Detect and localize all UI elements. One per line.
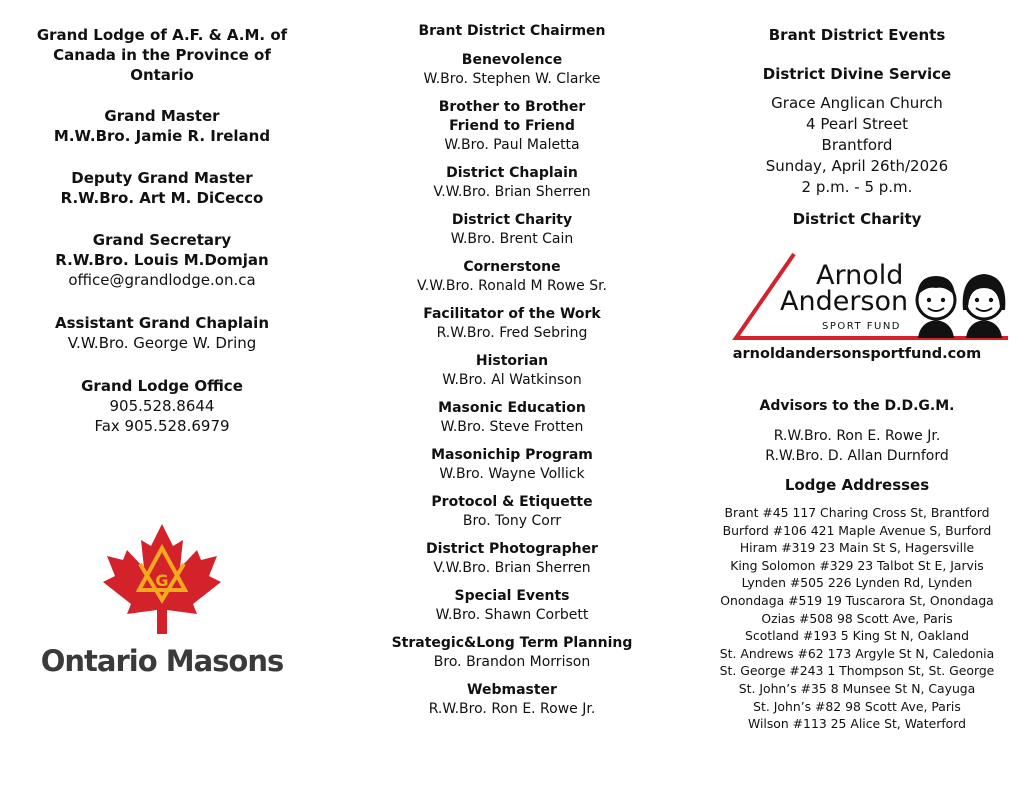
deputy-grand-master-block bbox=[20, 168, 304, 208]
svg-text:Arnold: Arnold bbox=[816, 260, 904, 291]
girl-face-icon bbox=[963, 274, 1006, 338]
chairman-name: Bro. Brandon Morrison bbox=[433, 654, 591, 670]
chairman-entry bbox=[360, 352, 664, 390]
chairman-entry bbox=[360, 587, 664, 625]
chairman-name: V.W.Bro. Ronald M Rowe Sr. bbox=[416, 278, 608, 294]
chairman-role: Brother to Brother bbox=[438, 99, 586, 115]
events-heading: Brant District Events bbox=[768, 26, 946, 44]
lodge-address: Wilson #113 25 Alice St, Waterford bbox=[747, 716, 966, 732]
org-title-line: Canada in the Province of bbox=[53, 46, 271, 64]
grand-secretary-title: Grand Secretary bbox=[92, 231, 232, 249]
arnold-anderson-sport-fund-logo bbox=[732, 252, 1012, 344]
lodge-list bbox=[712, 504, 1002, 733]
chairman-entry bbox=[360, 51, 664, 89]
charity-website: arnoldandersonsportfund.com bbox=[732, 346, 982, 362]
chairman-name: W.Bro. Al Watkinson bbox=[442, 372, 582, 388]
svg-text:SPORT FUND: SPORT FUND bbox=[822, 321, 902, 332]
service-line: 2 p.m. - 5 p.m. bbox=[801, 178, 913, 196]
advisors-title: Advisors to the D.D.G.M. bbox=[759, 398, 955, 414]
grand-lodge-office-block bbox=[20, 376, 304, 436]
lodge-address: Burford #106 421 Maple Avenue S, Burford bbox=[722, 522, 992, 538]
service-line: Sunday, April 26th/2026 bbox=[765, 157, 949, 175]
boy-face-icon bbox=[917, 276, 955, 338]
grand-secretary-name: R.W.Bro. Louis M.Domjan bbox=[55, 251, 269, 269]
chairmen-heading: Brant District Chairmen bbox=[418, 23, 606, 39]
chairman-name: R.W.Bro. Ron E. Rowe Jr. bbox=[428, 701, 596, 717]
lodge-address: Scotland #193 5 King St N, Oakland bbox=[745, 628, 969, 644]
service-line: 4 Pearl Street bbox=[806, 115, 908, 133]
svg-text:G: G bbox=[155, 571, 169, 590]
chairman-entry bbox=[360, 305, 664, 343]
service-line: Grace Anglican Church bbox=[771, 94, 943, 112]
chairman-role: District Chaplain bbox=[446, 165, 578, 181]
chairman-role: Friend to Friend bbox=[449, 118, 575, 134]
service-line: Brantford bbox=[821, 136, 893, 154]
chairman-name: W.Bro. Brent Cain bbox=[450, 231, 574, 247]
advisors-list bbox=[712, 426, 1002, 466]
lodge-addresses-title: Lodge Addresses bbox=[784, 476, 930, 494]
chairman-role: Webmaster bbox=[467, 682, 557, 698]
lodge-address: St. George #243 1 Thompson St, St. George bbox=[719, 663, 995, 679]
lodge-address: Brant #45 117 Charing Cross St, Brantford bbox=[724, 505, 990, 520]
chairman-role: Historian bbox=[475, 353, 549, 369]
chairman-name: V.W.Bro. Brian Sherren bbox=[433, 560, 591, 576]
chairman-name: W.Bro. Steve Frotten bbox=[440, 419, 584, 435]
chairman-entry bbox=[360, 164, 664, 202]
grand-master-title: Grand Master bbox=[104, 107, 220, 125]
advisor-name: R.W.Bro. Ron E. Rowe Jr. bbox=[773, 428, 941, 444]
advisor-name: R.W.Bro. D. Allan Durnford bbox=[765, 448, 949, 464]
chairman-role: Special Events bbox=[454, 588, 570, 604]
chairman-entry bbox=[360, 258, 664, 296]
divine-service-details bbox=[712, 93, 1002, 198]
divine-service-title: District Divine Service bbox=[762, 65, 952, 83]
chairman-entry bbox=[360, 446, 664, 484]
lodge-address: St. John’s #82 98 Scott Ave, Paris bbox=[753, 698, 961, 714]
assistant-chaplain-title: Assistant Grand Chaplain bbox=[55, 314, 269, 332]
org-title-line: Ontario bbox=[130, 66, 194, 84]
chairman-role: Masonichip Program bbox=[431, 447, 593, 463]
chairman-entry bbox=[360, 493, 664, 531]
lodge-address: Onondaga #519 19 Tuscarora St, Onondaga bbox=[720, 592, 994, 608]
chairman-role: Masonic Education bbox=[438, 400, 586, 416]
chairman-entry bbox=[360, 681, 664, 719]
office-fax: Fax 905.528.6979 bbox=[94, 417, 230, 435]
grand-master-name: M.W.Bro. Jamie R. Ireland bbox=[53, 127, 271, 145]
chairman-role: District Charity bbox=[451, 212, 573, 228]
deputy-grand-master-name: R.W.Bro. Art M. DiCecco bbox=[60, 189, 264, 207]
chairman-name: W.Bro. Stephen W. Clarke bbox=[423, 71, 601, 87]
lodge-address: King Solomon #329 23 Talbot St E, Jarvis bbox=[730, 557, 984, 573]
assistant-chaplain-name: V.W.Bro. George W. Dring bbox=[67, 334, 257, 352]
chairman-entry bbox=[360, 540, 664, 578]
deputy-grand-master-title: Deputy Grand Master bbox=[71, 169, 253, 187]
lodge-address: St. Andrews #62 173 Argyle St N, Caledonia bbox=[719, 645, 995, 661]
chairman-role: Strategic&Long Term Planning bbox=[391, 635, 633, 651]
chairman-role: Cornerstone bbox=[463, 259, 561, 275]
chairman-name: Bro. Tony Corr bbox=[462, 513, 562, 529]
assistant-chaplain-block bbox=[20, 313, 304, 353]
grand-master-block bbox=[20, 106, 304, 146]
chairman-name: W.Bro. Paul Maletta bbox=[444, 137, 580, 153]
office-phone: 905.528.8644 bbox=[109, 397, 215, 415]
district-charity-title: District Charity bbox=[792, 210, 922, 228]
lodge-address: Lynden #505 226 Lynden Rd, Lynden bbox=[741, 575, 973, 591]
chairman-role: District Photographer bbox=[426, 541, 598, 557]
lodge-address: St. John’s #35 8 Munsee St N, Cayuga bbox=[738, 680, 976, 696]
lodge-address: Ozias #508 98 Scott Ave, Paris bbox=[761, 610, 953, 626]
chairman-role: Facilitator of the Work bbox=[423, 306, 601, 322]
chairman-entry bbox=[360, 399, 664, 437]
org-title bbox=[20, 25, 304, 85]
chairman-name: W.Bro. Shawn Corbett bbox=[435, 607, 589, 623]
chairman-entry bbox=[360, 98, 664, 155]
grand-secretary-block bbox=[20, 230, 304, 290]
grand-secretary-email: office@grandlodge.on.ca bbox=[68, 271, 256, 289]
ontario-masons-wordmark: Ontario Masons bbox=[40, 644, 284, 678]
chairmen-list bbox=[360, 51, 664, 728]
office-title: Grand Lodge Office bbox=[81, 377, 243, 395]
chairman-name: V.W.Bro. Brian Sherren bbox=[433, 184, 591, 200]
chairman-role: Benevolence bbox=[461, 52, 563, 68]
chairman-entry bbox=[360, 634, 664, 672]
chairman-entry bbox=[360, 211, 664, 249]
org-title-line: Grand Lodge of A.F. & A.M. of bbox=[36, 26, 288, 44]
chairman-role: Protocol & Etiquette bbox=[431, 494, 593, 510]
chairman-name: W.Bro. Wayne Vollick bbox=[439, 466, 585, 482]
lodge-address: Hiram #319 23 Main St S, Hagersville bbox=[739, 540, 975, 556]
chairman-name: R.W.Bro. Fred Sebring bbox=[436, 325, 588, 341]
maple-leaf-emblem-icon bbox=[97, 520, 227, 638]
svg-text:Anderson: Anderson bbox=[780, 286, 909, 317]
ontario-masons-logo bbox=[20, 520, 304, 678]
